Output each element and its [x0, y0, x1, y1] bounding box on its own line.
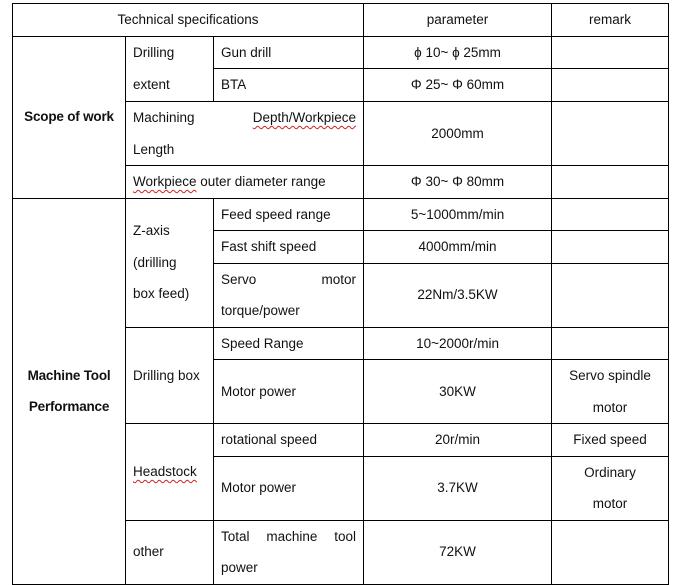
- drilling-motor-power-remark: [552, 360, 669, 424]
- outer-diameter-prefix: Workpiece: [133, 174, 197, 189]
- machining-depth-line2: Length: [133, 141, 175, 157]
- servo-word: Servo: [221, 271, 257, 287]
- machining-depth-label: [126, 102, 364, 166]
- total-word: Total: [221, 528, 250, 544]
- machine-word: machine: [266, 528, 318, 544]
- table-row: [13, 36, 669, 69]
- technical-specifications-table: [12, 3, 669, 585]
- z-axis-line3: box feed): [133, 286, 190, 302]
- bta-value: Φ 25~ Φ 60mm: [364, 69, 552, 102]
- performance-label-line1: Machine Tool: [27, 367, 111, 383]
- header-row: [13, 4, 669, 37]
- servo-motor-label: [214, 263, 364, 327]
- servo-motor-line1: [221, 264, 356, 296]
- drilling-extent-line2: extent: [133, 76, 170, 92]
- header-spec: Technical specifications: [13, 4, 364, 37]
- drilling-box-label: Drilling box: [126, 327, 214, 424]
- other-label: other: [126, 520, 214, 584]
- outer-diameter-remark: [552, 166, 669, 199]
- z-axis-line1: Z-axis: [133, 223, 170, 239]
- headstock-motor-power-value: 3.7KW: [364, 456, 552, 520]
- gun-drill-value: ϕ 10~ ϕ 25mm: [364, 36, 552, 69]
- drilling-motor-power-label: Motor power: [214, 360, 364, 424]
- bta-label: BTA: [214, 69, 364, 102]
- headstock-motor-power-label: Motor power: [214, 456, 364, 520]
- servo-spindle-line2: motor: [592, 399, 628, 415]
- drilling-extent-line1: Drilling: [133, 45, 175, 61]
- ordinary-line2: motor: [592, 496, 628, 511]
- rotational-speed-remark: Fixed speed: [552, 424, 669, 457]
- drilling-speed-range-label: Speed Range: [214, 327, 364, 360]
- outer-diameter-label: [126, 166, 364, 199]
- drilling-motor-power-value: 30KW: [364, 360, 552, 424]
- fast-shift-remark: [552, 231, 669, 264]
- rotational-speed-value: 20r/min: [364, 424, 552, 457]
- servo-motor-value: 22Nm/3.5KW: [364, 263, 552, 327]
- headstock-label: [126, 424, 214, 521]
- total-power-line2: power: [221, 560, 258, 575]
- drilling-speed-range-remark: [552, 327, 669, 360]
- feed-speed-remark: [552, 198, 669, 231]
- bta-remark: [552, 69, 669, 102]
- header-parameter: parameter: [364, 4, 552, 37]
- total-power-label: [214, 520, 364, 584]
- machine-tool-performance-label: [13, 198, 126, 584]
- gun-drill-label: Gun drill: [214, 36, 364, 69]
- machining-depth-line1: [133, 102, 356, 134]
- servo-motor-line2: torque/power: [221, 303, 300, 318]
- ordinary-line1: Ordinary: [584, 464, 636, 480]
- machining-depth-remark: [552, 102, 669, 166]
- scope-of-work-label: Scope of work: [13, 36, 126, 198]
- z-axis-line2: (drilling: [133, 254, 177, 270]
- servo-spindle-line1: Servo spindle: [569, 368, 651, 383]
- header-remark: remark: [552, 4, 669, 37]
- tool-word: tool: [334, 528, 357, 544]
- performance-label-line2: Performance: [28, 399, 110, 414]
- outer-diameter-suffix: outer diameter range: [196, 174, 326, 189]
- total-power-line1: [221, 521, 356, 553]
- machining-word: Machining: [133, 110, 195, 125]
- drilling-speed-range-value: 10~2000r/min: [364, 327, 552, 360]
- z-axis-label: [126, 198, 214, 327]
- headstock-word: Headstock: [133, 464, 197, 479]
- headstock-motor-power-remark: [552, 456, 669, 520]
- rotational-speed-label: rotational speed: [214, 424, 364, 457]
- table-row: [13, 198, 669, 231]
- total-power-remark: [552, 520, 669, 584]
- depth-workpiece-word: Depth/Workpiece: [252, 110, 357, 125]
- feed-speed-value: 5~1000mm/min: [364, 198, 552, 231]
- fast-shift-label: Fast shift speed: [214, 231, 364, 264]
- drilling-extent-label: [126, 36, 214, 102]
- gun-drill-remark: [552, 36, 669, 69]
- feed-speed-label: Feed speed range: [214, 198, 364, 231]
- fast-shift-value: 4000mm/min: [364, 231, 552, 264]
- machining-depth-value: 2000mm: [364, 102, 552, 166]
- servo-motor-remark: [552, 263, 669, 327]
- total-power-value: 72KW: [364, 520, 552, 584]
- outer-diameter-value: Φ 30~ Φ 80mm: [364, 166, 552, 199]
- motor-word: motor: [321, 271, 357, 287]
